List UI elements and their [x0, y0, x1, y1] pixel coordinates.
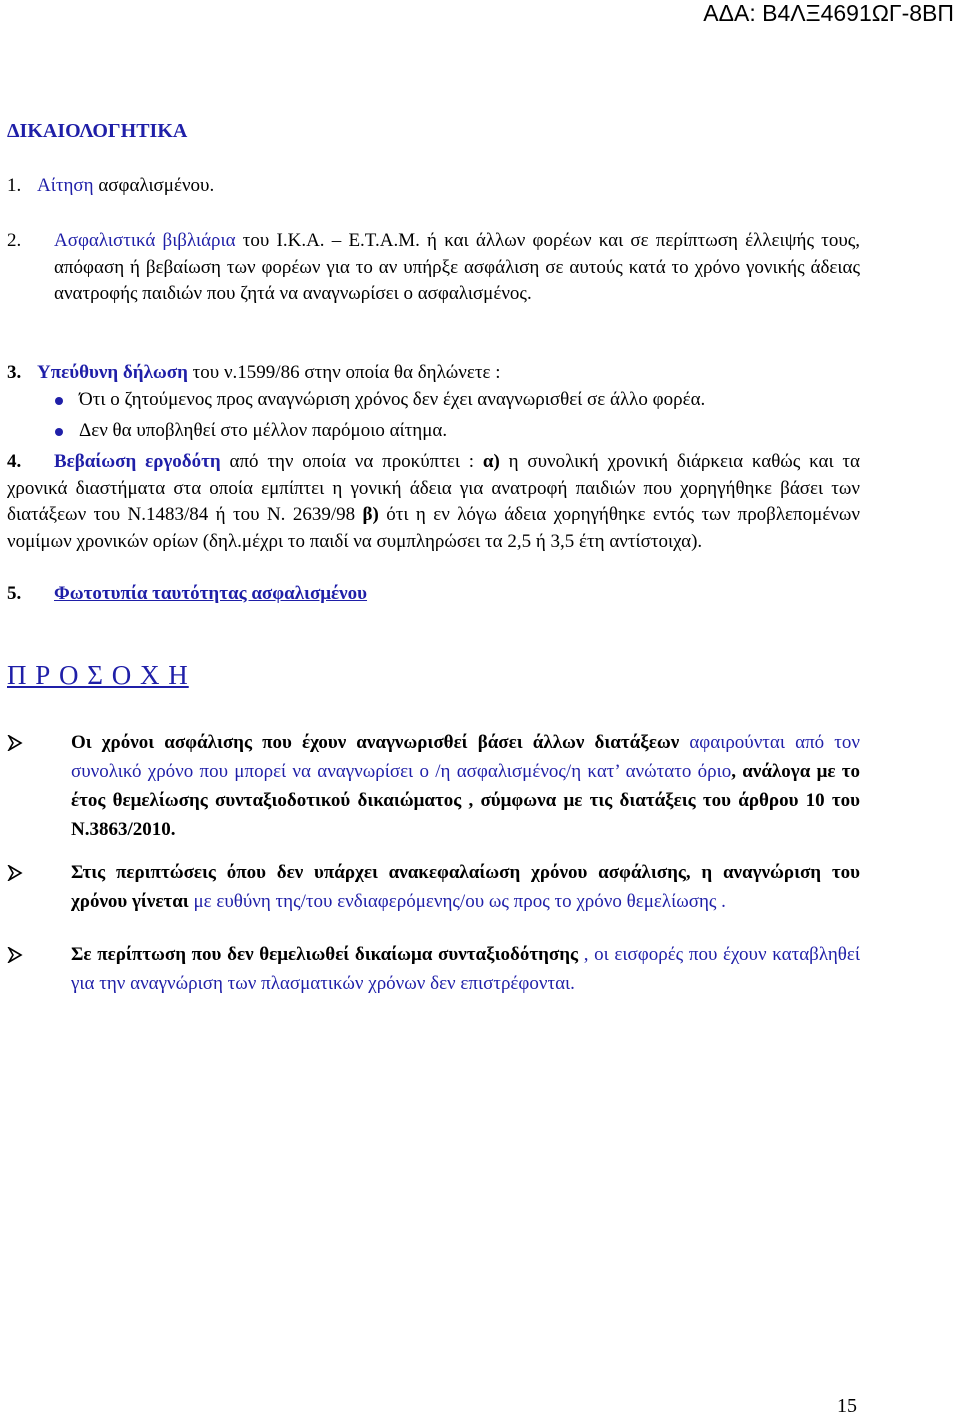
- note-item: [7, 858, 860, 916]
- label-a: α): [482, 451, 500, 472]
- item-text: από την οποία να προκύπτει :: [220, 451, 483, 472]
- page-number: 15: [837, 1395, 857, 1417]
- prosoxi-title: Π Ρ Ο Σ Ο Χ Η: [7, 660, 189, 690]
- document-heading: ΔΙΚΑΙΟΛΟΓΗΤΙΚΑ: [7, 120, 188, 142]
- item-title: Φωτοτυπία ταυτότητας ασφαλισμένου: [54, 583, 368, 604]
- note-text: Σε περίπτωση που δεν θεμελιωθεί δικαίωμα συνταξιοδότησης: [71, 944, 584, 965]
- note-highlight: , οι εισφορές που έχουν καταβληθεί για την αναγνώριση των πλασματικών χρόνων δεν επιστρέφονται.: [71, 944, 860, 994]
- note-text: Οι χρόνοι ασφάλισης που έχουν αναγνωρισθεί βάσει άλλων διατάξεων: [71, 732, 690, 753]
- item-2: [7, 228, 860, 308]
- item-text: ότι η εν λόγω άδεια χορηγήθηκε εντός των προβλεπομένων νομίμων χρονικών ορίων (δηλ.μέχρι το παιδί να συμπληρώσει τα 2,5 ή 3,5 έτη αντίστοιχα).: [7, 504, 860, 552]
- note-text: , ανάλογα με το έτος θεμελίωσης συνταξιοδοτικού δικαιώματος , σύμφωνα με τις διατάξεις του άρθρου 10 του Ν.3863/2010.: [71, 761, 860, 840]
- item-text: η συνολική χρονική διάρκεια καθώς και τα χρονικά διαστήματα στα οποία εμπίπτει η γονική άδεια για ανατροφή παιδιών που χορηγήθηκε βάσει των διατάξεων του Ν.1483/84 ή του Ν. 2639/98: [7, 451, 860, 525]
- bullet-dot-icon: [55, 428, 63, 436]
- bullet-item: [55, 418, 447, 444]
- item-number: 4.: [7, 451, 22, 472]
- item-1: [7, 173, 860, 200]
- note-item: [7, 940, 860, 998]
- arrow-bullet-icon: [7, 858, 37, 881]
- note-text: Στις περιπτώσεις όπου δεν υπάρχει ανακεφαλαίωση χρόνου ασφάλισης, η αναγνώριση του χρόνου γίνεται: [71, 862, 860, 912]
- item-number: 5.: [7, 583, 22, 604]
- item-text: του ν.1599/86 στην οποία θα δηλώνετε :: [187, 362, 501, 383]
- item-number: 1.: [7, 175, 22, 196]
- ada-code: ΑΔΑ: Β4ΛΞ4691ΩΓ-8ΒΠ: [703, 0, 954, 26]
- item-title: Αίτηση: [37, 175, 94, 196]
- item-text: του Ι.Κ.Α. – Ε.Τ.Α.Μ. ή και άλλων φορέων και σε περίπτωση έλλειψής τους, απόφαση ή βεβαίωση των φορέων για το αν υπήρξε ασφάλιση σε αυτούς κατά το χρόνο γονικής άδειας ανατροφής παιδιών που ζητά να αναγνωρίσει ο ασφαλισμένος.: [54, 230, 860, 304]
- item-title: Υπεύθυνη δήλωση: [37, 362, 188, 383]
- item-4: [7, 449, 860, 555]
- item-title: Ασφαλιστικά βιβλιάρια: [54, 230, 236, 251]
- arrow-bullet-icon: [7, 940, 37, 963]
- note-highlight: αφαιρούνται από τον συνολικό χρόνο που μπορεί να αναγνωρίσει ο /η ασφαλισμένος/η κατ’ ανώτατο όριο: [71, 732, 860, 782]
- bullet-text: Ότι ο ζητούμενος προς αναγνώριση χρόνος δεν έχει αναγνωρισθεί σε άλλο φορέα.: [79, 389, 706, 410]
- item-5: [7, 581, 860, 608]
- item-number: 3.: [7, 362, 22, 383]
- note-item: [7, 728, 860, 844]
- bullet-item: [55, 387, 705, 413]
- item-text: ασφαλισμένου.: [93, 175, 215, 196]
- bullet-dot-icon: [55, 397, 63, 405]
- item-3: [7, 360, 860, 387]
- item-number: 2.: [7, 230, 22, 251]
- item-title: Βεβαίωση εργοδότη: [54, 451, 221, 472]
- arrow-bullet-icon: [7, 728, 37, 751]
- note-highlight: με ευθύνη της/του ενδιαφερόμενης/ου ως προς το χρόνο θεμελίωσης .: [193, 891, 726, 912]
- label-b: β): [362, 504, 379, 525]
- bullet-text: Δεν θα υποβληθεί στο μέλλον παρόμοιο αίτημα.: [79, 420, 448, 441]
